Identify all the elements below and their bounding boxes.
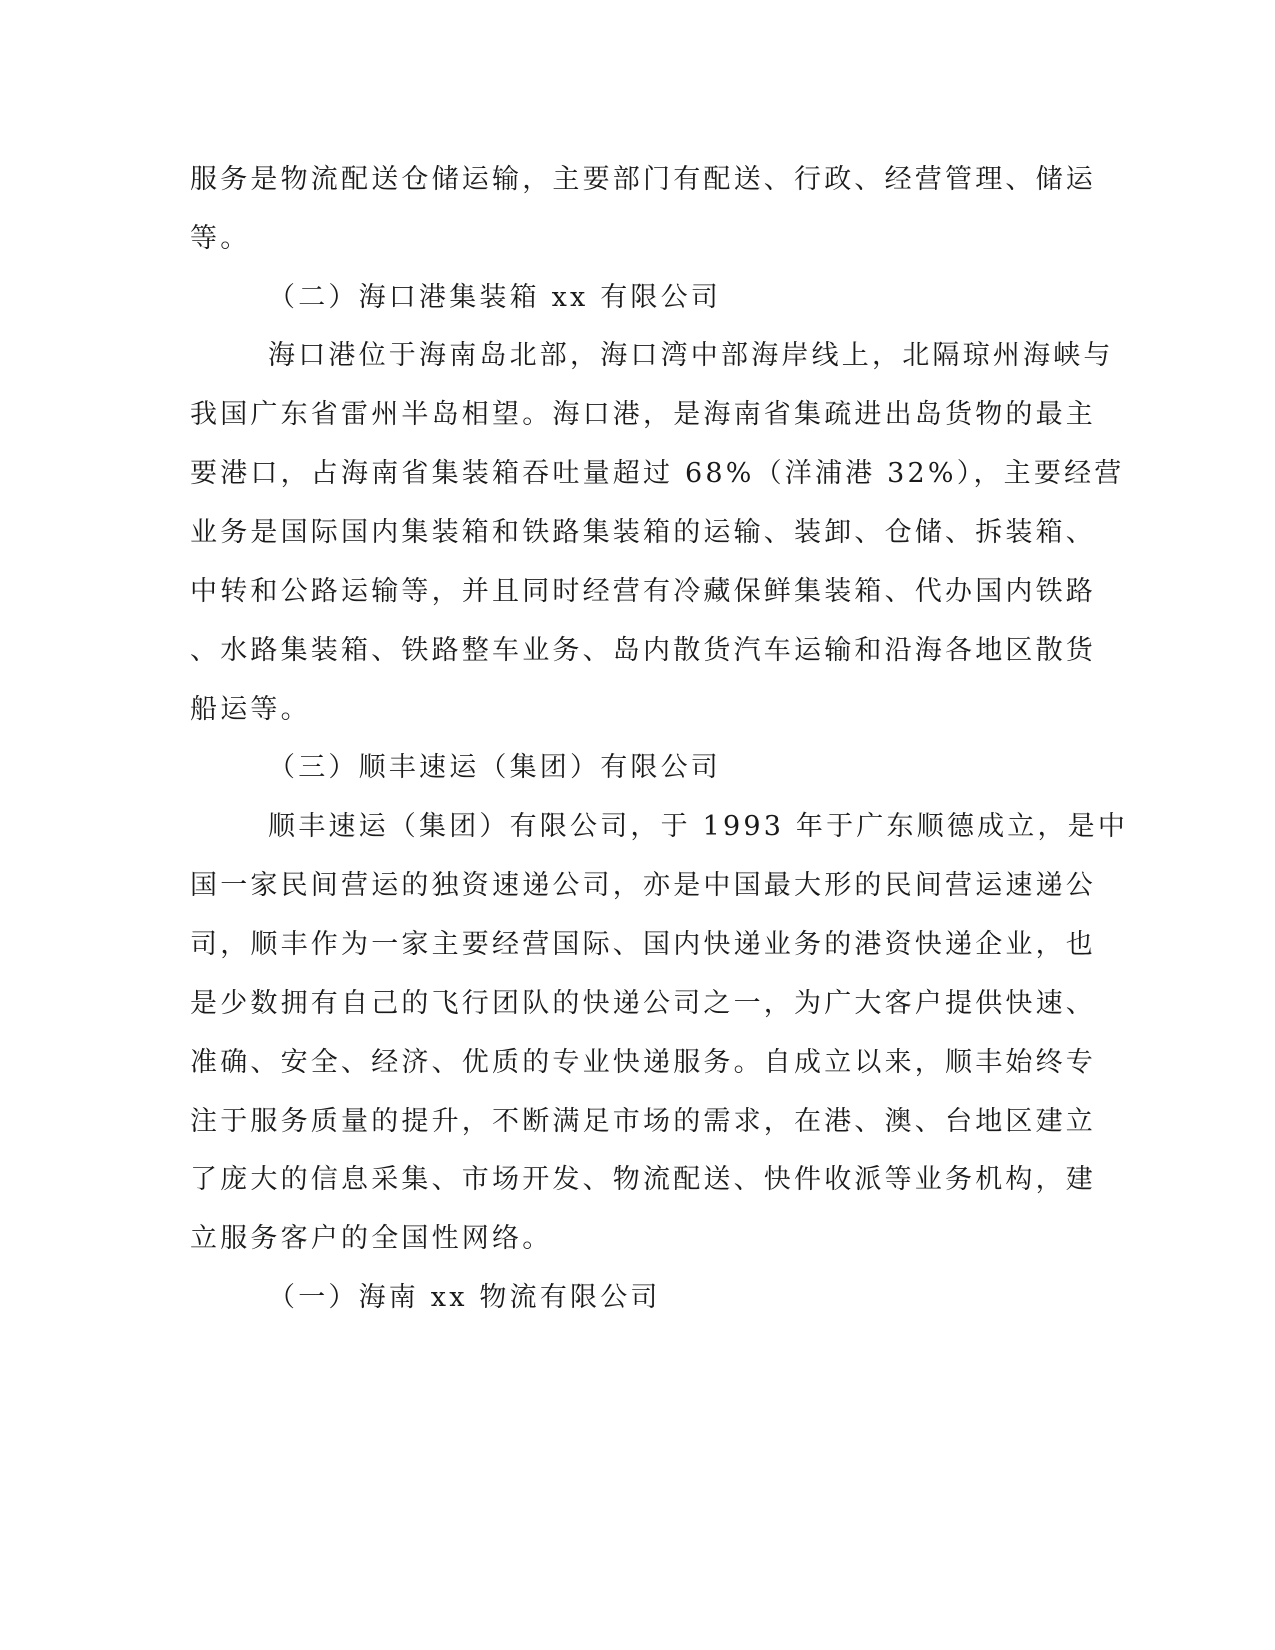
- paragraph-line: 立服务客户的全国性网络。: [190, 1223, 553, 1254]
- paragraph-line: 司，顺丰作为一家主要经营国际、国内快递业务的港资快递企业，也: [190, 929, 1096, 960]
- section-heading-3: （三）顺丰速运（集团）有限公司: [268, 752, 721, 783]
- paragraph-line: 国一家民间营运的独资速递公司，亦是中国最大形的民间营运速递公: [190, 870, 1096, 901]
- paragraph-line: 服务是物流配送仓储运输，主要部门有配送、行政、经营管理、储运: [190, 164, 1096, 195]
- paragraph-line: 业务是国际国内集装箱和铁路集装箱的运输、装卸、仓储、拆装箱、: [190, 517, 1096, 548]
- paragraph-line: 船运等。: [190, 694, 311, 725]
- paragraph-line: 准确、安全、经济、优质的专业快递服务。自成立以来，顺丰始终专: [190, 1047, 1096, 1078]
- paragraph-line: 了庞大的信息采集、市场开发、物流配送、快件收派等业务机构，建: [190, 1164, 1096, 1195]
- paragraph-line: 中转和公路运输等，并且同时经营有冷藏保鲜集装箱、代办国内铁路: [190, 576, 1096, 607]
- paragraph-line: 顺丰速运（集团）有限公司，于 1993 年于广东顺德成立，是中: [268, 811, 1129, 842]
- paragraph-line: 海口港位于海南岛北部，海口湾中部海岸线上，北隔琼州海峡与: [268, 340, 1114, 371]
- section-heading-2: （二）海口港集装箱 xx 有限公司: [268, 282, 722, 313]
- paragraph-line: 我国广东省雷州半岛相望。海口港，是海南省集疏进出岛货物的最主: [190, 399, 1096, 430]
- paragraph-line: 要港口，占海南省集装箱吞吐量超过 68%（洋浦港 32%），主要经营: [190, 458, 1125, 489]
- paragraph-line: 是少数拥有自己的飞行团队的快递公司之一，为广大客户提供快速、: [190, 988, 1096, 1019]
- paragraph-line: 、水路集装箱、铁路整车业务、岛内散货汽车运输和沿海各地区散货: [190, 635, 1096, 666]
- paragraph-line: 注于服务质量的提升，不断满足市场的需求，在港、澳、台地区建立: [190, 1106, 1096, 1137]
- section-heading-1: （一）海南 xx 物流有限公司: [268, 1282, 661, 1313]
- paragraph-line: 等。: [190, 223, 251, 254]
